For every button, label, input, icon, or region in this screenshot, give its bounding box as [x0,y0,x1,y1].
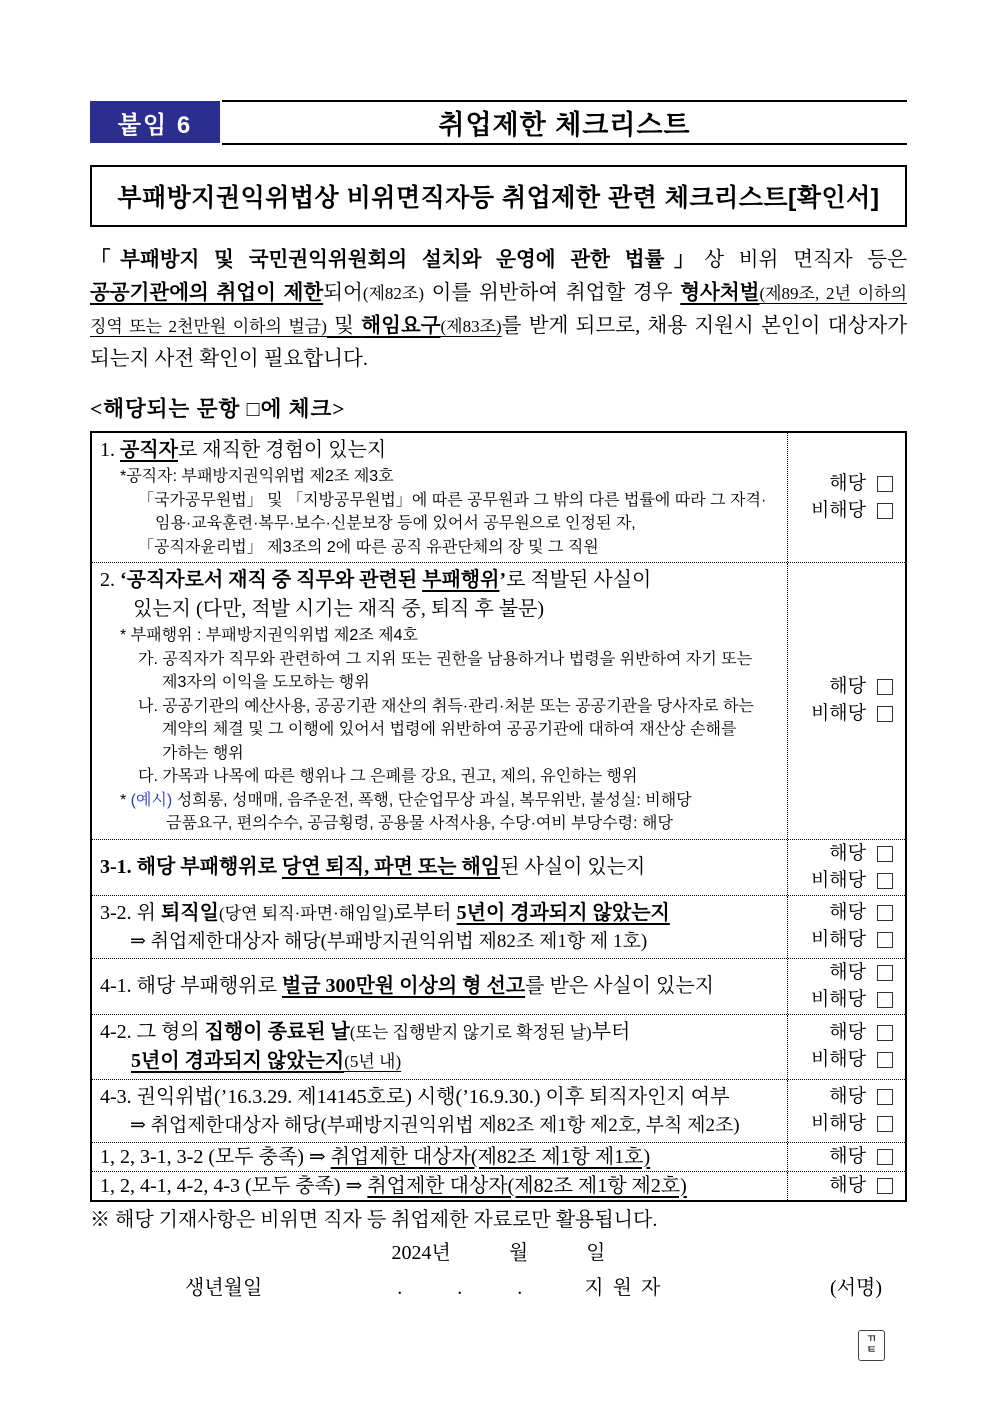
answer-cell-3-2 [787,896,905,958]
check-instruction: <해당되는 문항 □에 체크> [90,397,346,421]
summary-answer-cell-2 [787,1172,905,1200]
checklist-row-1 [92,433,905,563]
checkbox-r32-no[interactable] [877,932,893,948]
checkbox-r41-yes[interactable] [877,965,893,981]
no-label: 비해당 [810,500,866,521]
no-label: 비해당 [810,1113,866,1134]
no-label: 비해당 [810,929,866,950]
checkbox-r2-no[interactable] [877,706,893,722]
checkbox-r43-no[interactable] [877,1116,893,1132]
checkbox-r1-no[interactable] [877,503,893,519]
birthdate-dot: . [397,1276,403,1299]
checklist-row-3-1 [92,840,905,896]
checkbox-r42-yes[interactable] [877,1025,893,1041]
checkbox-r42-no[interactable] [877,1052,893,1068]
birthdate-dot: . [457,1276,463,1299]
summary-cell-2: 1, 2, 4-1, 4-2, 4-3 (모두 충족) ⇒ 취업제한 대상자(제82조 제1항 제2호) [100,1174,687,1197]
question-cell-2: 2. ‘공직자로서 재직 중 직무와 관련된 부패행위’로 적발된 사실이 있는지 (다만, 적발 시기는 재직 중, 퇴직 후 불문) * 부패행위 : 부패방지권익위법 제2조 제4호 가. 공직자가 직무와 관련하여 그 지위 또는 권한을 남용하거나 법령을 위반하여 자기 또는 제3자의 이익을 도모하는 행위 나. 공공기관의 예산사용, 공공기관 재산의 취득·관리·처분 또는 공공기관을 당사자로 하는 계약의 체결 및 그 이행에 있어서 법령에 위반하여 공공기관에 대하여 재산상 손해를 가하는 행위 다. 가목과 나목에 따른 행위나 그 은폐를 강요, 권고, 제의, 유인하는 행위 * (예시) 성희롱, 성매매, 음주운전, 폭행, 단순업무상 과실, 복무위반, 불성실: 비해당 금품요구, 편의수수, 공금횡령, 공용물 사적사용, 수당·여비 부당수령: 해당 [100,569,754,832]
answer-cell-3-1 [787,840,905,895]
checkbox-r1-yes[interactable] [877,476,893,492]
question-cell-3-1: 3-1. 해당 부패행위로 당연 퇴직, 파면 또는 해임된 사실이 있는지 [100,855,646,878]
checklist-row-4-2 [92,1015,905,1080]
date-month: 월 [508,1241,529,1264]
document-page [90,100,907,1361]
example-tag: (예시) [130,791,173,809]
checklist-table [90,431,907,1202]
answer-cell-4-1 [787,959,905,1014]
question-cell-4-1: 4-1. 해당 부패행위로 벌금 300만원 이상의 형 선고를 받은 사실이 있는지 [100,974,715,997]
checkbox-s1-yes[interactable] [877,1149,893,1165]
yes-label: 해당 [829,902,866,923]
summary-answer-cell-1 [787,1143,905,1171]
checkbox-r31-no[interactable] [877,873,893,889]
checkbox-r41-no[interactable] [877,992,893,1008]
law-name: 「부패방지 및 국민권익위원회의 설치와 운영에 관한 법률」 [90,249,705,271]
summary-row-1 [92,1143,905,1172]
question-cell-3-2: 3-2. 위 퇴직일(당연 퇴직·파면·해임일)로부터 5년이 경과되지 않았는지 ⇒ 취업제한대상자 해당(부패방지권익위법 제82조 제1항 제 1호) [100,901,670,952]
question-cell-4-3: 4-3. 권익위법(’16.3.29. 제14145호로) 시행(’16.9.30.) 이후 퇴직자인지 여부 ⇒ 취업제한대상자 해당(부패방지권익위법 제82조 제1항 제2호, 부칙 제2조) [100,1085,740,1136]
attachment-badge: 붙임 6 [90,101,220,143]
yes-label: 해당 [829,473,866,494]
checkbox-r32-yes[interactable] [877,905,893,921]
checkbox-s2-yes[interactable] [877,1178,893,1194]
answer-cell-4-3 [787,1080,905,1142]
checkbox-r43-yes[interactable] [877,1089,893,1105]
summary-row-2 [92,1172,905,1200]
end-mark-wrap [90,1330,885,1361]
header-rule [222,100,907,145]
date-line [90,1236,907,1265]
birthdate-label: 생년월일 [185,1276,263,1299]
no-label: 비해당 [810,988,866,1010]
no-label: 비해당 [810,1049,866,1070]
signature-label: (서명) [830,1276,882,1299]
yes-label: 해당 [829,1086,866,1107]
date-day: 일 [586,1241,606,1264]
usage-note: ※ 해당 기재사항은 비위면 직자 등 취업제한 자료로만 활용됩니다. [90,1208,658,1231]
checkbox-r2-yes[interactable] [877,679,893,695]
intro-paragraph: 「부패방지 및 국민권익위원회의 설치와 운영에 관한 법률」상 비위 면직자 등은 공공기관에의 취업이 제한되어(제82조) 이를 위반하여 취업할 경우 형사처벌(제89조, 2년 이하의 징역 또는 2천만원 이하의 벌금) 및 해임요구(제83조)를 받게 되므로, 채용 지원시 본인이 대상자가 되는지 사전 확인이 필요합니다. [90,249,907,370]
applicant-label: 지 원 자 [584,1276,663,1299]
checklist-row-3-2 [92,896,905,959]
yes-label: 해당 [829,842,866,864]
checklist-row-4-1 [92,959,905,1015]
checklist-row-2 [92,563,905,840]
answer-cell-2 [787,563,905,839]
page-header [90,100,907,145]
checklist-row-4-3 [92,1080,905,1143]
document-title: 부패방지권익위법상 비위면직자등 취업제한 관련 체크리스트[확인서] [90,165,907,227]
signature-line [90,1271,907,1300]
question-cell-4-2: 4-2. 그 형의 집행이 종료된 날(또는 집행받지 않기로 확정된 날)부터 5년이 경과되지 않았는지(5년 내) [100,1020,631,1072]
date-year: 2024년 [391,1241,451,1264]
checkbox-r31-yes[interactable] [877,846,893,862]
answer-cell-4-2 [787,1015,905,1079]
yes-label: 해당 [829,1145,866,1167]
answer-cell-1 [787,433,905,562]
document-end-mark: ㄲ ㅌ [858,1330,885,1361]
yes-label: 해당 [829,1022,866,1043]
question-cell-1: 1. 공직자로 재직한 경험이 있는지 *공직자: 부패방지권익위법 제2조 제3호 「국가공무원법」 및 「지방공무원법」에 따른 공무원과 그 밖의 다른 법률에 따라 그 자격·임용·교육훈련·복무·보수·신분보장 등에 있어서 공무원으로 인정된 자, 「공직자윤리법」 제3조의 2에 따른 공직 유관단체의 장 및 그 직원 [100,439,767,556]
yes-label: 해당 [829,961,866,983]
page-title: 취업제한 체크리스트 [438,110,691,140]
no-label: 비해당 [810,703,866,725]
summary-cell-1: 1, 2, 3-1, 3-2 (모두 충족) ⇒ 취업제한 대상자(제82조 제1항 제1호) [100,1145,651,1168]
no-label: 비해당 [810,869,866,891]
yes-label: 해당 [829,676,866,698]
yes-label: 해당 [829,1174,866,1196]
birthdate-dot: . [517,1276,523,1299]
